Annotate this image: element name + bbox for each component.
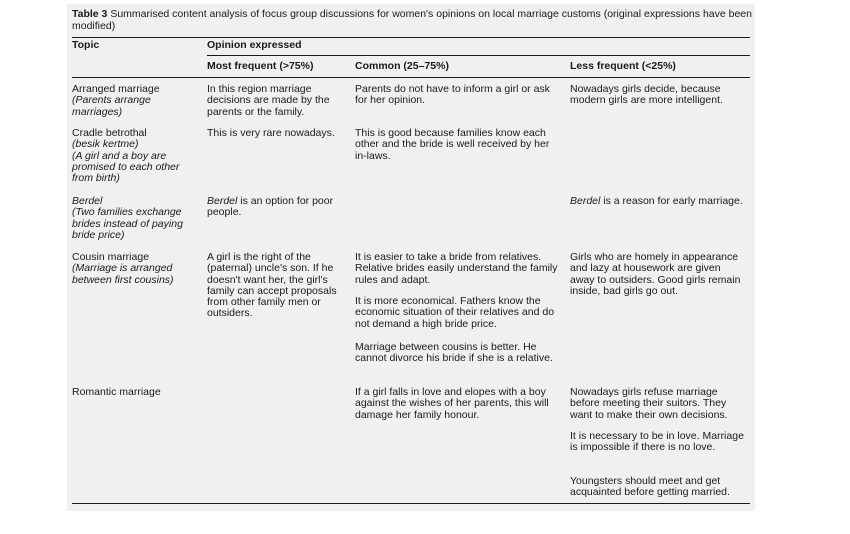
cell-less-frequent: It is necessary to be in love. Marriage is impossible if there is no love. [570,430,744,454]
cell-common: It is more economical. Fathers know the economic situation of their relatives and do not demand a high bride price. [355,295,555,330]
cell-less-frequent: Nowadays girls refuse marriage before meeting their suitors. They want to make their own decisions. [570,386,728,421]
cell-text: is a reason for early marriage. [600,195,743,207]
table-row [72,252,197,286]
topic-name: Berdel [72,195,103,207]
table-caption [72,9,752,32]
cell-common: It is easier to take a bride from relatives. Relative brides easily understand the family rules and adapt. [355,251,558,286]
topic-name: Romantic marriage [72,386,161,398]
topic-note: (Parents arrange marriages) [72,94,151,118]
top-rule [72,37,750,38]
cell-less-frequent [570,196,748,207]
topic-note: (A girl and a boy are promised to each other from birth) [72,149,180,185]
header-rule [72,77,750,78]
cell-most-frequent: A girl is the right of the (paternal) uncle's son. If he doesn't want her, the girl's family can accept proposals from other family men or outsiders. [207,251,337,320]
opinion-rule [207,55,750,56]
cell-common: If a girl falls in love and elopes with a boy against the wishes of her parents, this will damage her family honour. [355,386,549,421]
topic-note: (Two families exchange brides instead of paying bride price) [72,206,183,241]
cell-most-frequent: This is very rare nowadays. [207,127,335,139]
cell-most-frequent: In this region marriage decisions are made by the parents or the family. [207,83,330,118]
header-topic: Topic [72,39,100,51]
cell-less-frequent: Youngsters should meet and get acquainted before getting married. [570,475,730,499]
emphasis-term: Berdel [570,195,601,207]
table-panel [67,4,755,511]
table-row [72,128,197,184]
cell-less-frequent: Girls who are homely in appearance and lazy at housework are given away to outsiders. Good girls remain inside, bad girls go out. [570,251,741,297]
emphasis-term: Berdel [207,195,238,207]
topic-note: (Marriage is arranged between first cousins) [72,262,174,286]
cell-common: This is good because families know each other and the bride is well received by her in-laws. [355,127,550,162]
header-common: Common (25–75%) [355,60,449,72]
topic-name: Cousin marriage [72,251,150,263]
table-row [72,196,197,241]
table-row [72,84,197,118]
topic-name: Cradle betrothal [72,127,147,139]
header-less-frequent: Less frequent (<25%) [570,60,676,72]
cell-common: Marriage between cousins is better. He cannot divorce his bride if she is a relative. [355,341,553,365]
bottom-rule [72,503,750,504]
topic-note: (besik kertme) [72,138,139,151]
topic-name: Arranged marriage [72,83,160,95]
cell-less-frequent: Nowadays girls decide, because modern girls are more intelligent. [570,83,723,107]
cell-most-frequent [207,196,347,219]
caption-text: Summarised content analysis of focus group discussions for women's opinions on local marriage customs (original expressions have been modified) [72,8,752,32]
cell-text: is an option for poor people. [207,195,334,219]
header-opinion: Opinion expressed [207,39,302,51]
header-most-frequent: Most frequent (>75%) [207,60,314,72]
cell-common: Parents do not have to inform a girl or ask for her opinion. [355,83,550,107]
table-row [72,387,197,398]
table-label: Table 3 [72,8,108,20]
